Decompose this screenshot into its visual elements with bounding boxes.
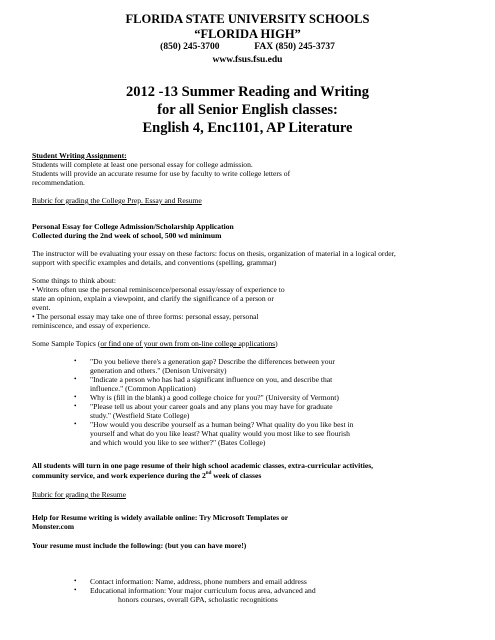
- bullet-icon: •: [74, 577, 77, 585]
- topic-item: influence." (Common Application): [90, 384, 196, 393]
- assignment-line: Students will provide an accurate resume for use by faculty to write college letters of: [32, 169, 291, 178]
- essay-heading: Personal Essay for College Admission/Scholarship Application: [32, 222, 234, 231]
- college-applications-link[interactable]: or find one of your own from on-line college applications: [100, 339, 276, 348]
- must-include-text: Your resume must include the following: (but you can have more!): [32, 541, 247, 550]
- evaluation-text: The instructor will be evaluating your essay on these factors: focus on thesis, organization of material in a logical order,: [32, 249, 396, 258]
- website: www.fsus.fsu.edu: [212, 55, 283, 65]
- topic-item: yourself and what do you like least? What quality would you most like to see flourish: [90, 429, 350, 438]
- bullet-icon: •: [74, 420, 77, 428]
- help-text: Monster.com: [32, 522, 75, 531]
- help-text: Help for Resume writing is widely available online: Try Microsoft Templates or: [32, 513, 289, 522]
- school-name: “FLORIDA HIGH”: [194, 27, 301, 41]
- title-line-3: English 4, Enc1101, AP Literature: [142, 120, 353, 136]
- topic-item: generation and others." (Denison University): [90, 366, 227, 375]
- think-text: state an opinion, explain a viewpoint, and clarify the significance of a person or: [32, 294, 274, 303]
- resume-note: All students will turn in one page resume of their high school academic classes, extra-curricular activities,: [32, 461, 374, 470]
- contact-line: [0, 42, 495, 52]
- resume-item: honors courses, overall GPA, scholastic recognitions: [118, 595, 278, 604]
- assignment-line: Students will complete at least one personal essay for college admission.: [32, 160, 253, 169]
- topic-item: study." (Westfield State College): [90, 411, 190, 420]
- think-text: event.: [32, 303, 51, 312]
- think-text: • The personal essay may take one of three forms: personal essay, personal: [32, 312, 259, 321]
- assignment-heading: Student Writing Assignment:: [32, 151, 127, 160]
- topic-item: "Please tell us about your career goals and any plans you may have for graduate: [90, 402, 333, 411]
- rubric-resume-link[interactable]: Rubric for grading the Resume: [32, 490, 127, 499]
- bullet-icon: •: [74, 375, 77, 383]
- topic-item: "Do you believe there's a generation gap? Describe the differences between your: [90, 357, 335, 366]
- topic-item: "Indicate a person who has had a significant influence on you, and describe that: [90, 375, 333, 384]
- bullet-icon: •: [74, 402, 77, 410]
- topic-item: Why is (fill in the blank) a good college choice for you?" (University of Vermont): [90, 393, 339, 402]
- phone-number: (850) 245-3700: [160, 42, 220, 52]
- assignment-line: recommendation.: [32, 178, 85, 187]
- think-heading: Some things to think about:: [32, 276, 116, 285]
- think-text: • Writers often use the personal reminiscence/personal essay/essay of experience to: [32, 285, 285, 294]
- fax-number: FAX (850) 245-3737: [254, 42, 335, 52]
- bullet-icon: •: [74, 357, 77, 365]
- org-name: FLORIDA STATE UNIVERSITY SCHOOLS: [125, 12, 370, 26]
- title-line-2: for all Senior English classes:: [157, 102, 338, 118]
- think-text: reminiscence, and essay of experience.: [32, 321, 151, 330]
- resume-note: community service, and work experience during the 2nd week of classes: [32, 471, 262, 480]
- sample-topics-intro: Some Sample Topics (or find one of your own from on-line college applications): [32, 339, 278, 348]
- bullet-icon: •: [74, 586, 77, 594]
- resume-item: Contact information: Name, address, phone numbers and email address: [90, 577, 307, 586]
- title-line-1: 2012 -13 Summer Reading and Writing: [126, 84, 369, 100]
- resume-item: Educational information: Your major curriculum focus area, advanced and: [90, 586, 316, 595]
- bullet-icon: •: [74, 393, 77, 401]
- rubric-essay-link[interactable]: Rubric for grading the College Prep. Essay and Resume: [32, 196, 202, 205]
- essay-subheading: Collected during the 2nd week of school, 500 wd minimum: [32, 231, 222, 240]
- evaluation-text: support with specific examples and details, and conventions (spelling, grammar): [32, 258, 277, 267]
- topic-item: and which would you like to see wither?" (Bates College): [90, 438, 266, 447]
- topic-item: "How would you describe yourself as a human being? What quality do you like best in: [90, 420, 354, 429]
